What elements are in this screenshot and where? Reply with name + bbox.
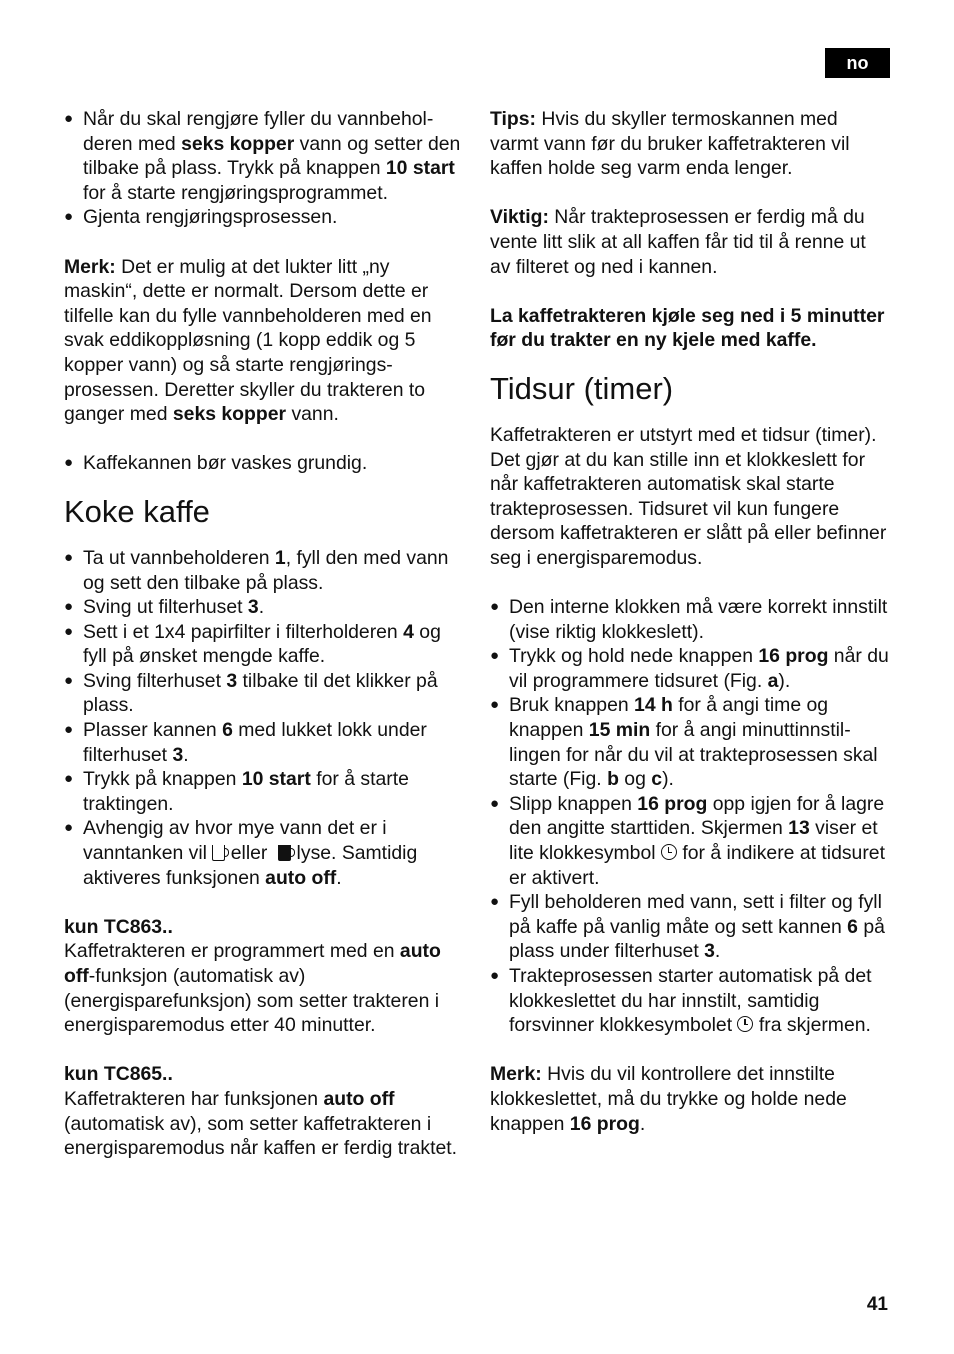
list-item: ● Trakteprosessen starter automatisk på det klokkeslettet du har innstilt, samtidig forsvinner klokkesymbolet fra skjermen. — [490, 964, 890, 1038]
merk-note: Merk: Det er mulig at det lukter litt „ny maskin“, dette er normalt. Dersom dette er tilfelle kan du fylle vannbeholderen med en svak eddikoppløsning (1 kopp eddik og 5 kopper vann) og så starte rengjøringsprosessen. Deretter skyller du trakteren to ganger med seks kopper vann. — [64, 255, 432, 426]
viktig-note: Viktig: Når trakteprosessen er ferdig må du vente litt slik at all kaffen får tid til å renne ut av filteret og ned i kannen. — [490, 206, 866, 278]
list-item: ● Sving ut filterhuset 3. — [64, 595, 464, 620]
right-column — [490, 107, 890, 1136]
left-column — [64, 107, 464, 1161]
tc863-text: Kaffetrakteren er programmert med en auto off-funksjon (automatisk av) (energisparefunksjon) som setter trakteren i energisparemodus etter 40 minutter. — [64, 940, 441, 1037]
list-item: ● Fyll beholderen med vann, sett i filter og fyll på kaffe på vanlig måte og sett kannen 6 på plass under filterhuset 3. — [490, 890, 890, 964]
list-item: ● Plasser kannen 6 med lukket lokk under filterhuset 3. — [64, 718, 464, 767]
list-item: ● Gjenta rengjøringsprosessen. — [64, 205, 464, 230]
tips-note: Tips: Hvis du skyller termoskannen med varmt vann før du bruker kaffetrakteren vil kaffen holde seg varm enda lenger. — [490, 108, 850, 180]
list-item: ● Avhengig av hvor mye vann det er i vanntanken vil eller lyse. Samtidig aktiveres funksjonen auto off. — [64, 816, 464, 890]
language-badge: no — [825, 48, 890, 78]
list-item: ● Sett i et 1x4 papirfilter i filterholderen 4 og fyll på ønsket mengde kaffe. — [64, 620, 464, 669]
list-item: ● Kaffekannen bør vaskes grundig. — [64, 451, 464, 476]
merk-note-timer: Merk: Hvis du vil kontrollere det innstilte klokkeslettet, må du trykke og holde nede knappen 16 prog. — [490, 1063, 847, 1135]
page-number: 41 — [866, 1294, 888, 1315]
water-level-low-icon — [212, 845, 225, 861]
list-item: ● Når du skal rengjøre fyller du vannbeholderen med seks kopper vann og setter den tilbake på plass. Trykk på knappen 10 start for å starte rengjøringsprogrammet. — [64, 107, 464, 205]
list-item: ● Ta ut vannbeholderen 1, fyll den med vann og sett den tilbake på plass. — [64, 546, 464, 595]
tc863-heading: kun TC863.. — [64, 915, 173, 938]
list-item: ● Trykk og hold nede knappen 16 prog når du vil programmere tidsuret (Fig. a). — [490, 644, 890, 693]
cool-down-warning: La kaffetrakteren kjøle seg ned i 5 minutter før du trakter en ny kjele med kaffe. — [490, 304, 885, 352]
section-title-koke-kaffe: Koke kaffe — [64, 493, 210, 529]
list-item: ● Slipp knappen 16 prog opp igjen for å lagre den angitte starttiden. Skjermen 13 viser et lite klokkesymbol for å indikere at tidsuret er aktivert. — [490, 792, 890, 890]
clock-icon — [737, 1016, 753, 1032]
cleaning-steps-list — [64, 107, 464, 230]
kanne-list — [64, 451, 464, 476]
list-item: ● Sving filterhuset 3 tilbake til det klikker på plass. — [64, 669, 464, 718]
tc865-heading: kun TC865.. — [64, 1063, 173, 1086]
brewing-steps-list — [64, 546, 464, 890]
list-item: ● Trykk på knappen 10 start for å starte traktingen. — [64, 767, 464, 816]
tc865-text: Kaffetrakteren har funksjonen auto off (automatisk av), som setter kaffetrakteren i energisparemodus når kaffen er ferdig traktet. — [64, 1087, 458, 1160]
water-level-full-icon — [278, 845, 291, 861]
section-title-tidsur: Tidsur (timer) — [490, 370, 674, 406]
list-item: ● Bruk knappen 14 h for å angi time og knappen 15 min for å angi minuttinnstillingen for når du vil at trakteprosessen skal starte (Fig. b og c). — [490, 693, 890, 791]
timer-intro: Kaffetrakteren er utstyrt med et tidsur (timer). Det gjør at du kan stille inn et klokkeslett for når kaffetrakteren automatisk skal starte trakteprosessen. Tidsuret vil kun fungere dersom kaffetrakteren er slått på eller befinner seg i energisparemodus. — [490, 423, 887, 569]
clock-icon — [661, 844, 677, 860]
timer-steps-list — [490, 595, 890, 1038]
list-item: ● Den interne klokken må være korrekt innstilt (vise riktig klokkeslett). — [490, 595, 890, 644]
